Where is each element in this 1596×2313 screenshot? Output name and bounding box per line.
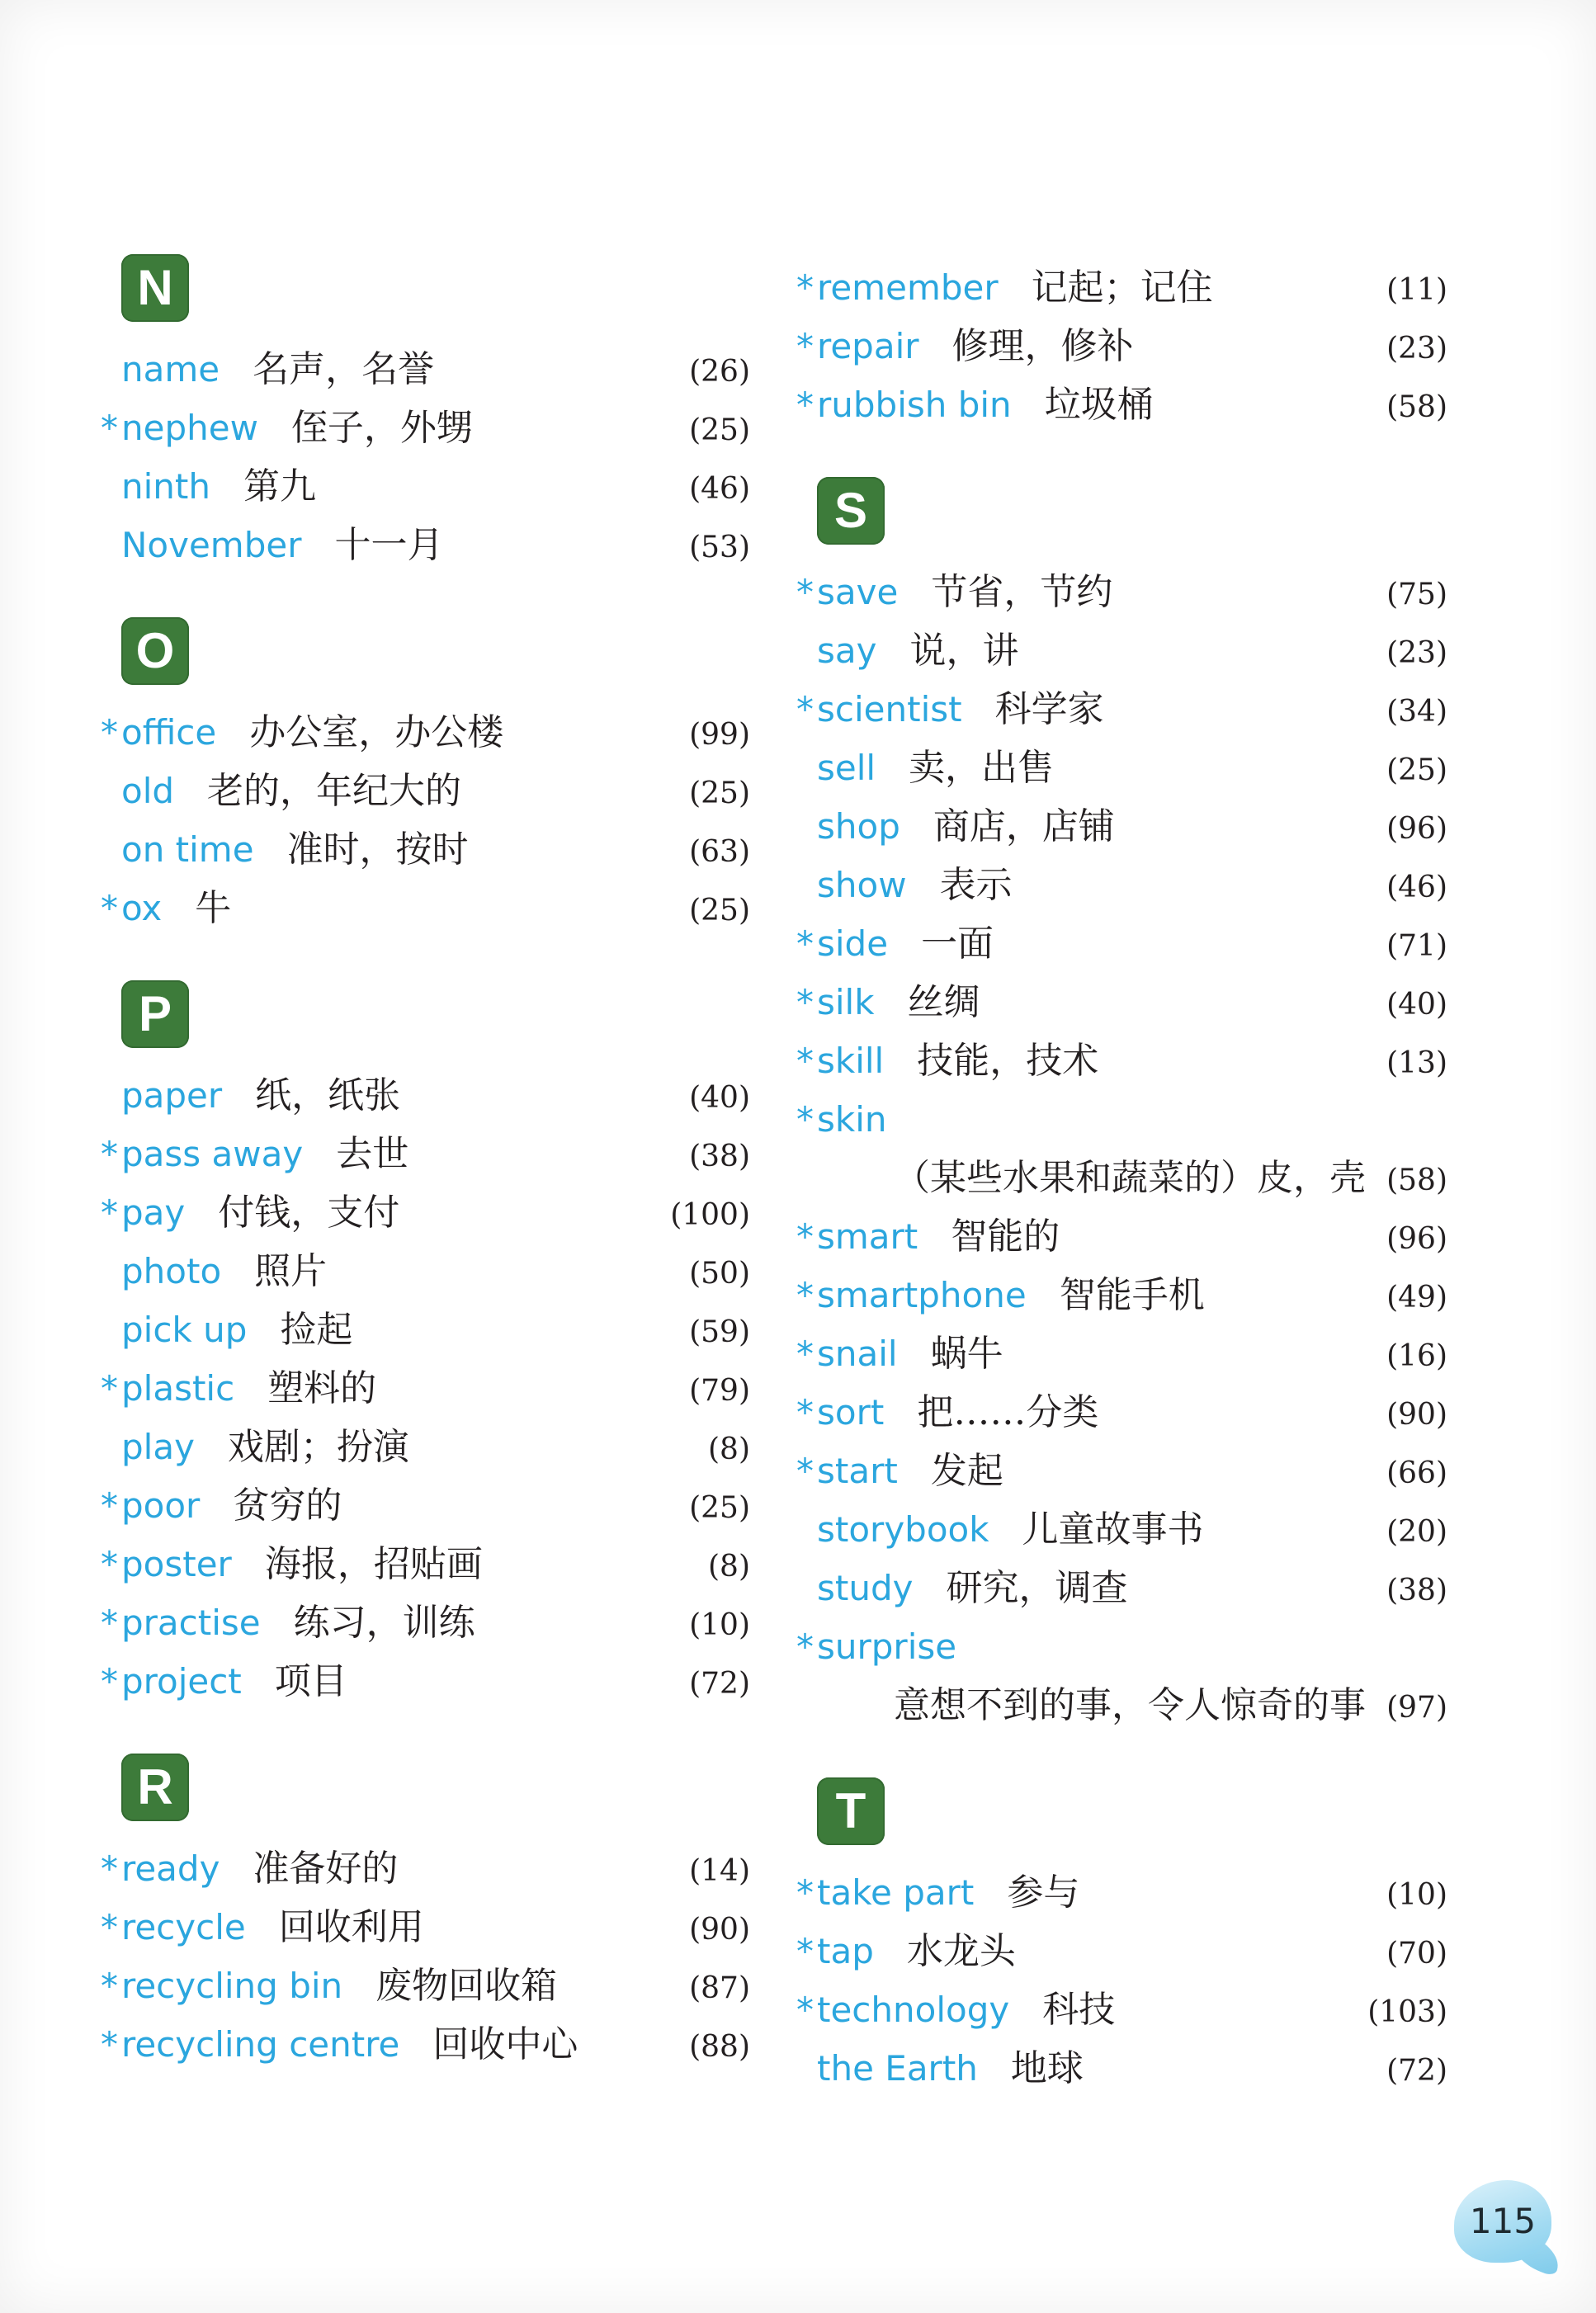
new-word-mark: *: [796, 1216, 814, 1257]
right-column: [796, 258, 1447, 2098]
entry-gloss: 丝绸: [907, 981, 980, 1023]
glossary-entry: [121, 340, 750, 399]
glossary-entry: [101, 1535, 750, 1593]
entry-page-ref: (72): [1386, 2054, 1447, 2088]
entry-word: remember: [817, 267, 999, 308]
entry-page-ref: (34): [1386, 695, 1447, 729]
entry-word: start: [817, 1451, 898, 1491]
new-word-mark: *: [796, 1451, 814, 1491]
entry-gloss: 海报，招贴画: [264, 1543, 483, 1585]
entry-word: nephew: [121, 408, 258, 448]
entry-page-ref: (50): [689, 1257, 750, 1291]
entry-page-ref: (46): [1386, 871, 1447, 904]
glossary-entry-continuation: [817, 1149, 1447, 1207]
entry-page-ref: (103): [1367, 1995, 1447, 2029]
entry-word: pass away: [121, 1134, 304, 1174]
entry-word: skin: [817, 1099, 887, 1140]
entry-gloss: 智能的: [951, 1216, 1060, 1258]
entry-gloss: 准备好的: [253, 1848, 399, 1890]
entry-word: recycling bin: [121, 1966, 343, 2006]
entry-word: play: [121, 1427, 195, 1467]
glossary-entry: [796, 375, 1447, 434]
entry-gloss: 蜗牛: [930, 1333, 1003, 1375]
entry-word: practise: [121, 1603, 261, 1643]
new-word-mark: *: [101, 2024, 118, 2065]
glossary-entry: [121, 457, 750, 516]
entry-word: November: [121, 525, 302, 565]
entry-page-ref: (88): [689, 2030, 750, 2064]
entry-word: skill: [817, 1041, 885, 1081]
entry-word: repair: [817, 326, 919, 366]
glossary-entry: [796, 563, 1447, 621]
entry-gloss: （某些水果和蔬菜的）皮，壳: [894, 1157, 1366, 1199]
entry-page-ref: (71): [1386, 929, 1447, 963]
glossary-entry: [121, 820, 750, 879]
entry-word: pay: [121, 1192, 186, 1233]
entry-word: tap: [817, 1931, 874, 1971]
entry-gloss: 戏剧；扮演: [227, 1426, 409, 1468]
glossary-entry: [796, 1617, 1447, 1676]
glossary-entry: [101, 1593, 750, 1652]
new-word-mark: *: [796, 982, 814, 1022]
new-word-mark: *: [101, 712, 118, 753]
entry-word: old: [121, 771, 175, 811]
entry-word: project: [121, 1661, 242, 1702]
entry-page-ref: (25): [1386, 753, 1447, 787]
entry-gloss: 十一月: [334, 524, 444, 566]
entry-word: save: [817, 572, 899, 612]
new-word-mark: *: [796, 689, 814, 729]
new-word-mark: *: [796, 326, 814, 366]
entry-page-ref: (99): [689, 718, 750, 752]
entry-gloss: 第九: [243, 465, 316, 507]
entry-gloss: 付钱，支付: [218, 1192, 400, 1234]
entry-page-ref: (8): [708, 1433, 750, 1466]
glossary-entry: [121, 1242, 750, 1300]
entry-page-ref: (26): [689, 355, 750, 389]
entry-gloss: 办公室，办公楼: [249, 711, 504, 753]
new-word-mark: *: [101, 1907, 118, 1947]
entry-gloss: 记起；记住: [1031, 267, 1213, 309]
entry-gloss: 发起: [930, 1450, 1003, 1492]
entry-gloss: 牛: [195, 887, 232, 929]
new-word-mark: *: [101, 1134, 118, 1174]
entry-word: sell: [817, 748, 876, 788]
entry-page-ref: (23): [1386, 636, 1447, 670]
entry-gloss: 技能，技术: [917, 1040, 1099, 1082]
entry-gloss: 意想不到的事，令人惊奇的事: [894, 1684, 1366, 1726]
entry-page-ref: (97): [1386, 1691, 1447, 1725]
entry-gloss: 练习，训练: [293, 1602, 475, 1644]
entry-word: storybook: [817, 1509, 989, 1550]
new-word-mark: *: [101, 1485, 118, 1526]
entry-page-ref: (79): [689, 1374, 750, 1408]
page-number: 115: [1469, 2201, 1537, 2241]
entry-word: paper: [121, 1075, 223, 1116]
entry-page-ref: (38): [689, 1140, 750, 1173]
entry-gloss: 去世: [336, 1133, 409, 1175]
entry-page-ref: (96): [1386, 812, 1447, 846]
entry-word: shop: [817, 806, 900, 847]
glossary-entry: [796, 1090, 1447, 1149]
entry-gloss: 老的，年纪大的: [207, 770, 462, 812]
entry-gloss: 科技: [1042, 1989, 1116, 2031]
entry-word: show: [817, 865, 907, 905]
letter-badge-t: T: [817, 1777, 885, 1845]
entry-word: plastic: [121, 1368, 235, 1409]
new-word-mark: *: [101, 1661, 118, 1702]
entry-page-ref: (10): [1386, 1878, 1447, 1912]
new-word-mark: *: [796, 1099, 814, 1140]
entry-page-ref: (10): [689, 1608, 750, 1642]
entry-word: pick up: [121, 1310, 248, 1350]
glossary-entry: [101, 1652, 750, 1711]
new-word-mark: *: [101, 408, 118, 448]
entry-gloss: 说，讲: [909, 630, 1019, 672]
glossary-section-n: [101, 254, 750, 574]
entry-word: recycling centre: [121, 2024, 400, 2065]
entry-gloss: 回收中心: [432, 2023, 578, 2065]
entry-gloss: 智能手机: [1059, 1274, 1205, 1316]
entry-word: smart: [817, 1216, 918, 1257]
entry-gloss: 把……分类: [917, 1391, 1099, 1433]
new-word-mark: *: [796, 1041, 814, 1081]
glossary-entry: [796, 1031, 1447, 1090]
entry-page-ref: (58): [1386, 390, 1447, 424]
glossary-entry: [817, 797, 1447, 856]
glossary-entry: [817, 1559, 1447, 1617]
entry-gloss: 项目: [274, 1660, 347, 1702]
glossary-entry: [796, 1266, 1447, 1324]
entry-word: say: [817, 630, 877, 671]
entry-gloss: 研究，调查: [946, 1567, 1128, 1609]
entry-word: silk: [817, 982, 875, 1022]
glossary-section-t: [796, 1777, 1447, 2098]
entry-gloss: 纸，纸张: [255, 1074, 401, 1116]
entry-gloss: 废物回收箱: [375, 1965, 558, 2007]
glossary-entry: [796, 317, 1447, 375]
glossary-entry: [796, 1207, 1447, 1266]
entry-gloss: 儿童故事书: [1022, 1508, 1204, 1551]
entry-page-ref: (38): [1386, 1574, 1447, 1607]
new-word-mark: *: [796, 923, 814, 964]
glossary-entry: [796, 1863, 1447, 1922]
entry-page-ref: (40): [689, 1081, 750, 1115]
entry-page-ref: (11): [1386, 273, 1447, 307]
new-word-mark: *: [796, 1392, 814, 1433]
entry-page-ref: (25): [689, 413, 750, 447]
glossary-entry: [817, 621, 1447, 680]
new-word-mark: *: [101, 1192, 118, 1233]
entry-word: on time: [121, 829, 254, 870]
entry-word: scientist: [817, 689, 962, 729]
letter-badge-s: S: [817, 477, 885, 545]
entry-word: photo: [121, 1251, 222, 1291]
glossary-entry: [796, 1922, 1447, 1980]
entry-page-ref: (25): [689, 777, 750, 810]
glossary-section-r: [101, 1754, 750, 2074]
entry-word: office: [121, 712, 217, 753]
entry-page-ref: (40): [1386, 988, 1447, 1022]
entry-page-ref: (100): [670, 1198, 750, 1232]
new-word-mark: *: [101, 1966, 118, 2006]
entry-page-ref: (25): [689, 894, 750, 928]
new-word-mark: *: [796, 1931, 814, 1971]
entry-word: take part: [817, 1872, 975, 1913]
entry-page-ref: (46): [689, 472, 750, 506]
new-word-mark: *: [101, 1603, 118, 1643]
entry-gloss: 科学家: [994, 688, 1104, 730]
glossary-entry: [101, 1183, 750, 1242]
entry-page-ref: (70): [1386, 1937, 1447, 1971]
entry-gloss: 垃圾桶: [1044, 384, 1154, 426]
entry-word: poster: [121, 1544, 232, 1584]
entry-gloss: 塑料的: [267, 1367, 377, 1409]
entry-page-ref: (59): [689, 1315, 750, 1349]
entry-word: surprise: [817, 1626, 957, 1667]
glossary-section-continued: [796, 258, 1447, 434]
glossary-entry: [101, 1359, 750, 1418]
entry-page-ref: (96): [1386, 1222, 1447, 1256]
new-word-mark: *: [101, 888, 118, 928]
entry-page-ref: (90): [1386, 1398, 1447, 1432]
glossary-entry: [121, 1066, 750, 1125]
glossary-section-p: [101, 980, 750, 1711]
entry-page-ref: (72): [689, 1667, 750, 1701]
entry-gloss: 名声，名誉: [253, 348, 435, 390]
glossary-entry: [101, 1839, 750, 1898]
entry-gloss: 表示: [939, 864, 1013, 906]
entry-page-ref: (66): [1386, 1456, 1447, 1490]
glossary-entry: [796, 914, 1447, 973]
glossary-entry: [796, 1324, 1447, 1383]
entry-gloss: 一面: [921, 923, 994, 965]
entry-page-ref: (16): [1386, 1339, 1447, 1373]
glossary-entry: [121, 1418, 750, 1476]
new-word-mark: *: [796, 572, 814, 612]
entry-page-ref: (49): [1386, 1281, 1447, 1315]
new-word-mark: *: [101, 1544, 118, 1584]
new-word-mark: *: [796, 1626, 814, 1667]
glossary-entry: [101, 1125, 750, 1183]
entry-page-ref: (13): [1386, 1046, 1447, 1080]
entry-gloss: 照片: [254, 1250, 328, 1292]
entry-page-ref: (90): [689, 1913, 750, 1947]
glossary-entry: [796, 1442, 1447, 1500]
glossary-entry: [101, 703, 750, 762]
glossary-entry: [817, 739, 1447, 797]
entry-word: ox: [121, 888, 163, 928]
entry-word: study: [817, 1568, 914, 1608]
new-word-mark: *: [796, 1872, 814, 1913]
entry-gloss: 商店，店铺: [933, 805, 1115, 847]
glossary-entry: [817, 1500, 1447, 1559]
entry-gloss: 水龙头: [906, 1930, 1016, 1972]
glossary-entry: [101, 1898, 750, 1957]
entry-page-ref: (14): [689, 1854, 750, 1888]
glossary-entry: [101, 1957, 750, 2015]
glossary-entry: [817, 2039, 1447, 2098]
entry-word: name: [121, 349, 220, 389]
entry-gloss: 修理，修补: [951, 325, 1134, 367]
entry-page-ref: (63): [689, 835, 750, 869]
entry-word: smartphone: [817, 1275, 1027, 1315]
glossary-entry: [121, 516, 750, 574]
glossary-section-s: [796, 477, 1447, 1735]
entry-word: the Earth: [817, 2048, 978, 2089]
entry-page-ref: (23): [1386, 332, 1447, 366]
entry-word: rubbish bin: [817, 385, 1012, 425]
glossary-entry: [796, 973, 1447, 1031]
entry-gloss: 地球: [1010, 2047, 1084, 2089]
glossary-entry: [796, 1383, 1447, 1442]
glossary-entry: [796, 258, 1447, 317]
entry-gloss: 侄子，外甥: [290, 407, 473, 449]
new-word-mark: *: [796, 267, 814, 308]
new-word-mark: *: [796, 1275, 814, 1315]
glossary-entry: [817, 856, 1447, 914]
glossary-entry: [121, 762, 750, 820]
letter-badge-n: N: [121, 254, 189, 322]
entry-page-ref: (87): [689, 1971, 750, 2005]
new-word-mark: *: [796, 385, 814, 425]
glossary-entry: [796, 1980, 1447, 2039]
entry-word: ninth: [121, 466, 210, 507]
glossary-entry: [796, 680, 1447, 739]
glossary-entry-continuation: [817, 1676, 1447, 1735]
entry-word: poor: [121, 1485, 201, 1526]
entry-gloss: 节省，节约: [931, 571, 1113, 613]
glossary-entry: [101, 399, 750, 457]
glossary-entry: [101, 1476, 750, 1535]
entry-page-ref: (25): [689, 1491, 750, 1525]
entry-page-ref: (53): [689, 531, 750, 564]
entry-gloss: 准时，按时: [286, 828, 469, 871]
entry-word: snail: [817, 1334, 898, 1374]
new-word-mark: *: [101, 1368, 118, 1409]
left-column: [101, 254, 750, 2074]
new-word-mark: *: [796, 1990, 814, 2030]
entry-gloss: 贫穷的: [233, 1485, 342, 1527]
entry-word: side: [817, 923, 889, 964]
new-word-mark: *: [101, 1848, 118, 1889]
entry-page-ref: (58): [1386, 1164, 1447, 1197]
glossary-entry: [101, 879, 750, 937]
entry-gloss: 捡起: [280, 1309, 353, 1351]
entry-page-ref: (20): [1386, 1515, 1447, 1549]
glossary-entry: [121, 1300, 750, 1359]
letter-badge-p: P: [121, 980, 189, 1048]
page-number-leaf: [1451, 2177, 1563, 2276]
entry-gloss: 卖，出售: [909, 747, 1055, 789]
letter-badge-r: R: [121, 1754, 189, 1821]
glossary-section-o: [101, 617, 750, 937]
glossary-entry: [101, 2015, 750, 2074]
entry-gloss: 回收利用: [278, 1906, 424, 1948]
entry-page-ref: (75): [1386, 578, 1447, 611]
entry-gloss: 参与: [1007, 1872, 1080, 1914]
entry-word: sort: [817, 1392, 885, 1433]
letter-badge-o: O: [121, 617, 189, 685]
entry-word: ready: [121, 1848, 220, 1889]
entry-word: recycle: [121, 1907, 246, 1947]
entry-page-ref: (8): [708, 1550, 750, 1584]
new-word-mark: *: [796, 1334, 814, 1374]
entry-word: technology: [817, 1990, 1010, 2030]
